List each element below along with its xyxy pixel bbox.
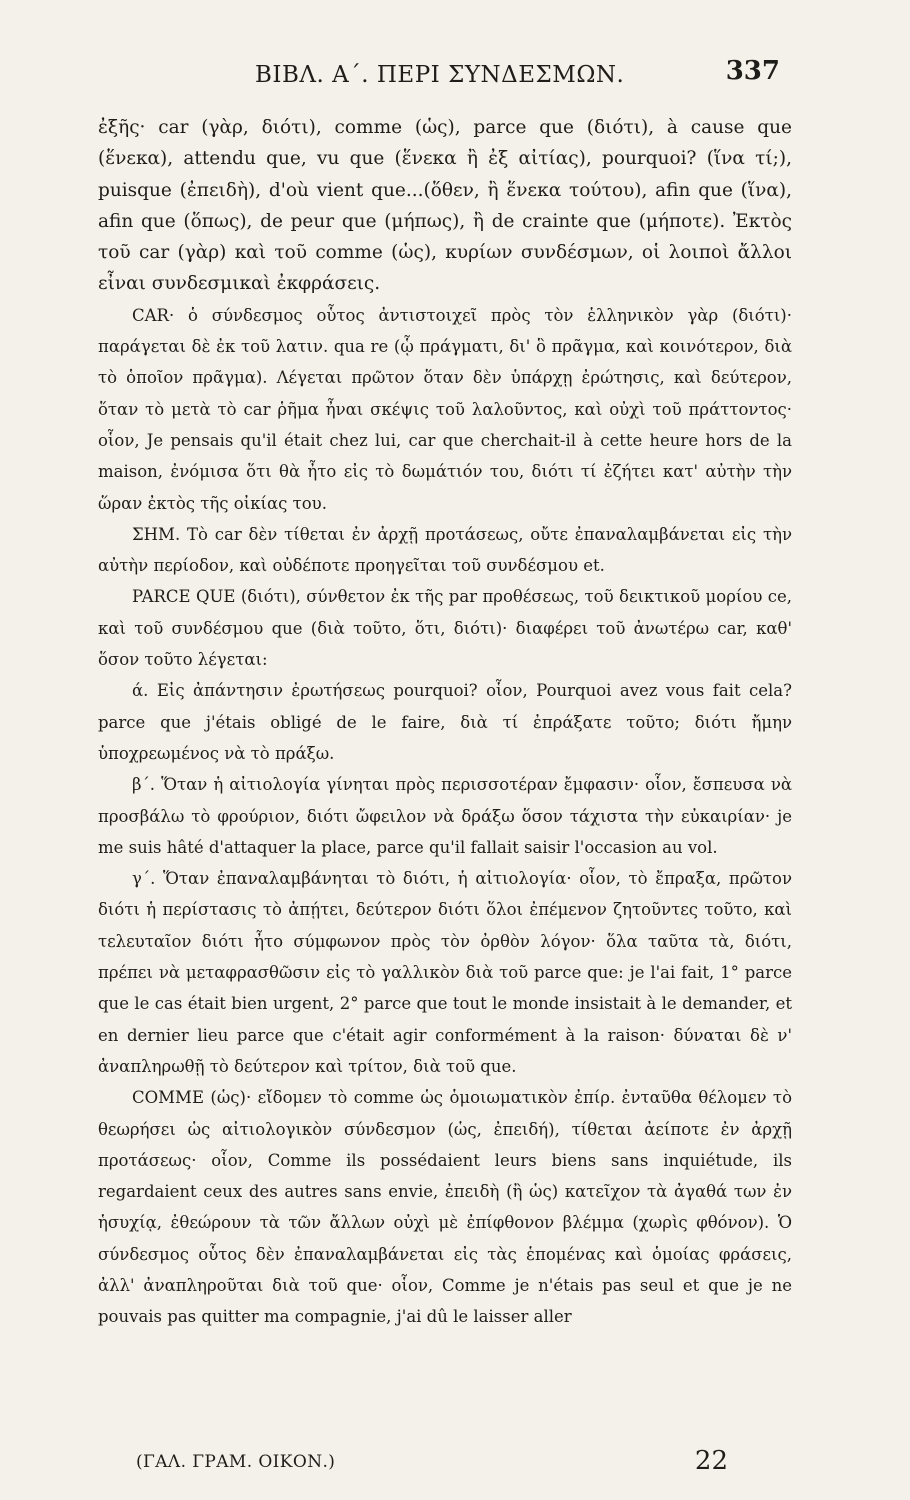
paragraph-car: CAR· ὁ σύνδεσμος οὗτος ἀντιστοιχεῖ πρὸς τὸν ἑλληνικὸν γὰρ (διότι)· παράγεται δὲ ἐκ τοῦ λατιν. qua re (ᾧ πράγματι, δι' ὃ πρᾶγμα, καὶ κοινότερον, διὰ τὸ ὁποῖον πρᾶγμα). Λέγεται πρῶτον ὅταν δὲν ὑπάρχῃ ἐρώτησις, καὶ δεύτερον, ὅταν τὸ μετὰ τὸ car ῥῆμα ἦναι σκέψις τοῦ λαλοῦντος, καὶ οὐχὶ τοῦ πράττοντος· οἷον, Je pensais qu'il était chez lui, car que cherchait-il à cette heure hors de la maison, ἐνόμισα ὅτι θὰ ἦτο εἰς τὸ δωμάτιόν του, διότι τί ἐζήτει κατ' αὐτὴν τὴν ὥραν ἐκτὸς τῆς οἰκίας του.	[98, 305, 792, 513]
signature-mark: 22	[694, 1446, 728, 1476]
running-head: ΒΙΒΛ. Α΄. ΠΕΡΙ ΣΥΝΔΕΣΜΩΝ.	[255, 62, 625, 88]
page-header	[0, 52, 910, 100]
paragraph-intro: ἐξῆς· car (γὰρ, διότι), comme (ὡς), parce que (διότι), à cause que (ἕνεκα), attendu que, vu que (ἕνεκα ἢ ἐξ αἰτίας), pourquoi? (ἵνα τί;), puisque (ἐπειδὴ), d'où vient que...(ὅθεν, ἢ ἕνεκα τούτου), afin que (ἵνα), afin que (ὅπως), de peur que (μήπως), ἢ de crainte que (μήποτε). Ἐκτὸς τοῦ car (γὰρ) καὶ τοῦ comme (ὡς), κυρίων συνδέσμων, οἱ λοιποὶ ἄλλοι εἶναι συνδεσμικαὶ ἐκφράσεις.	[98, 117, 792, 295]
paragraph-parce-que: PARCE QUE (διότι), σύνθετον ἐκ τῆς par προθέσεως, τοῦ δεικτικοῦ μορίου ce, καὶ τοῦ συνδέσμου que (διὰ τοῦτο, ὅτι, διότι)· διαφέρει τοῦ ἀνωτέρω car, καθ' ὅσον τοῦτο λέγεται:	[98, 587, 792, 670]
paragraph-comme: COMME (ὡς)· εἴδομεν τὸ comme ὡς ὁμοιωματικὸν ἐπίρ. ἐνταῦθα θέλομεν τὸ θεωρήσει ὡς αἰτιολογικὸν σύνδεσμον (ὡς, ἐπειδή), τίθεται ἀείποτε ἐν ἀρχῇ προτάσεως· οἷον, Comme ils possédaient leurs biens sans inquiétude, ils regardaient ceux des autres sans envie, ἐπειδὴ (ἢ ὡς) κατεῖχον τὰ ἀγαθά των ἐν ἡσυχίᾳ, ἐθεώρουν τὰ τῶν ἄλλων οὐχὶ μὲ ἐπίφθονον βλέμμα (χωρὶς φθόνον). Ὁ σύνδεσμος οὗτος δὲν ἐπαναλαμβάνεται εἰς τὰς ἑπομένας καὶ ὁμοίας φράσεις, ἀλλ' ἀναπληροῦται διὰ τοῦ que· οἷον, Comme je n'étais pas seul et que je ne pouvais pas quitter ma compagnie, j'ai dû le laisser aller	[98, 1088, 792, 1327]
paragraph-case-a: ά. Εἰς ἀπάντησιν ἐρωτήσεως pourquoi? οἷον, Pourquoi avez vous fait cela? parce que j'étais obligé de le faire, διὰ τί ἐπράξατε τοῦτο; διότι ἤμην ὑποχρεωμένος νὰ τὸ πράξω.	[98, 681, 792, 763]
paragraph-note: ΣΗΜ. Τὸ car δὲν τίθεται ἐν ἀρχῇ προτάσεως, οὔτε ἐπαναλαμβάνεται εἰς τὴν αὐτὴν περίοδον, καὶ οὐδέποτε προηγεῖται τοῦ συνδέσμου et.	[98, 524, 792, 576]
paragraph-case-b: β΄. Ὅταν ἡ αἰτιολογία γίνηται πρὸς περισσοτέραν ἔμφασιν· οἷον, ἔσπευσα νὰ προσβάλω τὸ φρούριον, διότι ὤφειλον νὰ δράξω ὅσον τάχιστα τὴν εὐκαιρίαν· je me suis hâté d'attaquer la place, parce qu'il fallait saisir l'occasion au vol.	[98, 775, 792, 857]
paragraph-case-c: γ΄. Ὅταν ἐπαναλαμβάνηται τὸ διότι, ἡ αἰτιολογία· οἷον, τὸ ἔπραξα, πρῶτον διότι ἡ περίστασις τὸ ἀπῄτει, δεύτερον διότι ὅλοι ἐπέμενον ζητοῦντες τοῦτο, καὶ τελευταῖον διότι ἦτο σύμφωνον πρὸς τὸν ὀρθὸν λόγον· ὅλα ταῦτα τὰ, διότι, πρέπει νὰ μεταφρασθῶσιν εἰς τὸ γαλλικὸν διὰ τοῦ parce que: je l'ai fait, 1° parce que le cas était bien urgent, 2° parce que tout le monde insistait à le demander, et en dernier lieu parce que c'était agir conformément à la raison· δύναται δὲ ν' ἀναπληρωθῇ τὸ δεύτερον καὶ τρίτον, διὰ τοῦ que.	[98, 869, 792, 1076]
page-number: 337	[725, 56, 780, 86]
footer-note: (ΓΑΛ. ΓΡΑΜ. ΟΙΚΟΝ.)	[136, 1452, 336, 1472]
page-footer	[0, 1446, 910, 1486]
body-text	[98, 112, 792, 1333]
